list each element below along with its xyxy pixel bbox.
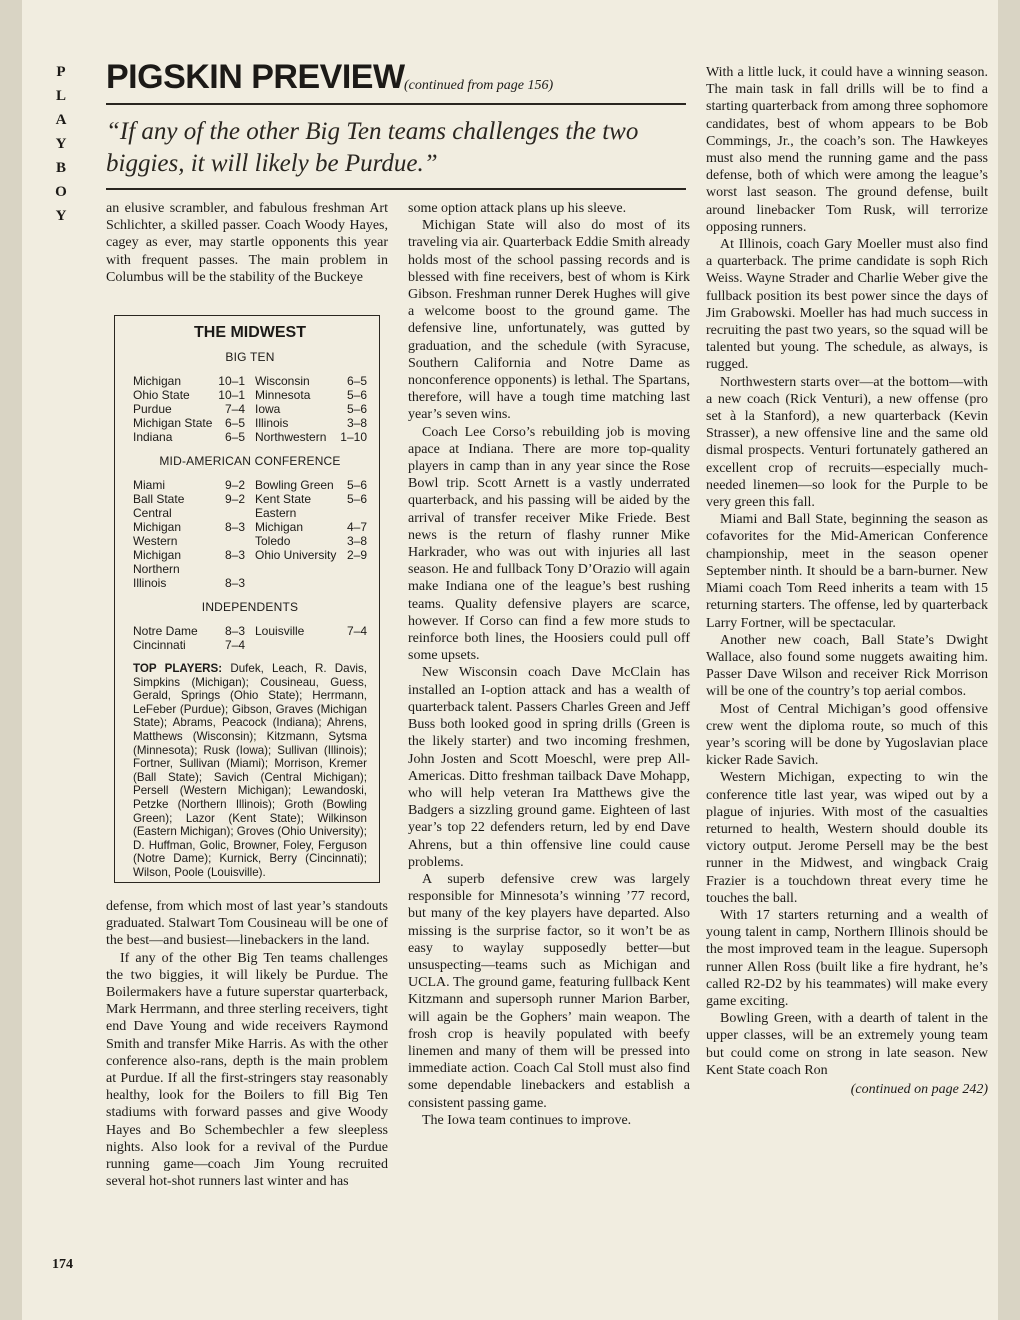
- team-name: Kent State: [255, 492, 312, 506]
- team-name: Wisconsin: [255, 374, 310, 388]
- standings-row: [255, 624, 367, 638]
- team-record: 7–4: [224, 402, 245, 416]
- team-name: Western Michigan: [133, 534, 182, 562]
- paragraph: Most of Central Michigan’s good offensive crew went the diploma route, so much of this year’s scoring will be done by Yugoslavian place kicker Rade Savich.: [706, 701, 988, 769]
- team-name: Notre Dame: [133, 624, 198, 638]
- column-2: [408, 200, 690, 1129]
- team-name: Northwestern: [255, 430, 327, 444]
- team-name: Northern Illinois: [133, 562, 180, 590]
- standings-row: [133, 534, 245, 562]
- team-name: Iowa: [255, 402, 281, 416]
- standings-left: [133, 624, 245, 652]
- team-name: Indiana: [133, 430, 173, 444]
- brand-letter: L: [55, 88, 66, 104]
- standings-row: [133, 492, 245, 506]
- midwest-sidebar: [114, 315, 380, 883]
- standings-right: [255, 624, 367, 652]
- paragraph: At Illinois, coach Gary Moeller must also find a quarterback. The prime candidate is soph Rich Weiss. Wayne Strader and Charlie Weber give the fullback position its best power since the days of Jim Grabowski. Moeller has had much success in recruiting the past two years, so the squad will be talented but young. The schedule, as always, is rugged.: [706, 237, 988, 373]
- team-name: Central Michigan: [133, 506, 182, 534]
- team-name: Minnesota: [255, 388, 311, 402]
- paragraph: Bowling Green, with a dearth of talent in the upper classes, will be an extremely young team but could come on strong in late season. New Kent State coach Ron: [706, 1011, 988, 1078]
- page-title: PIGSKIN PREVIEW: [106, 58, 405, 96]
- team-record: 5–6: [346, 478, 367, 492]
- paragraph: Coach Lee Corso’s rebuilding job is moving apace at Indiana. There are more top-quality players in camp than in any year since the Rose Bowl trip. Scott Arnett is a vastly underrated quarterback, and his passing will be aided by the arrival of transfer receiver Mike Friede. Best news is the return of flashy runner Mike Harkrader, who was out with injuries all last season. He and fullback Tony D’Orazio will again make Indiana one of the league’s best rushing teams. Quality defensive players are scarce, however. If Corso can find a few more studs to reinforce both lines, the Hoosiers could pull off some upsets.: [408, 424, 690, 664]
- top-players-text: Dufek, Leach, R. Davis, Simpkins (Michigan); Cousineau, Guess, Gerald, Springs (Ohio State); Herrmann, LeFeber (Purdue); Gibson, Graves (Michigan State); Abrams, Peacock (Indiana); Ahrens, Matthews (Wisconsin); Kitzmann, Sytsma (Minnesota); Rusk (Iowa); Sullivan (Illinois); Fortner, Sullivan (Miami); Morrison, Kremer (Ball State); Savich (Central Michigan); Persell (Western Michigan); Lewandoski, Petzke (Northern Illinois); Groth (Bowling Green); Lazor (Kent State); Wilkinson (Eastern Michigan); Groves (Ohio University); D. Huffman, Golic, Browner, Foley, Ferguson (Notre Dame); Kurnick, Berry (Cincinnati); Wilson, Poole (Louisville).: [133, 662, 367, 879]
- standings-row: [255, 430, 367, 444]
- paragraph: The Iowa team continues to improve.: [422, 1112, 632, 1128]
- team-record: 8–3: [224, 548, 245, 562]
- team-name: Michigan: [133, 374, 182, 388]
- column-1-top: [106, 200, 388, 286]
- team-name: Ball State: [133, 492, 185, 506]
- paragraph: Northwestern starts over—at the bottom—with a new coach (Rick Venturi), a new offense (pro set à la Stanford), a new quarterback (Kevin Strasser), a new offensive line and the same old dismal prospects. Venturi fortunately gathered an excellent crop of recruits—especially much-needed linemen—so look for the Purple to be very green this fall.: [706, 374, 988, 511]
- team-record: 7–4: [224, 638, 245, 652]
- team-name: Illinois: [255, 416, 289, 430]
- paragraph: New Wisconsin coach Dave McClain has installed an I-option attack and has a wealth of quarterback talent. Passers Charles Green and Jeff Buss both looked good in spring drills (Green is the likely starter) and two incoming freshmen, John Josten and Scott Moeschl, were prep All-Americas. Ditto freshman tailback Dave Mohapp, who will help veteran Ira Matthews give the Badgers a sizzling ground game. Eighteen of last year’s top 22 defenders return, led by end Dave Ahrens, but a thin offensive line could cause problems.: [408, 665, 690, 870]
- standings-left: [133, 374, 245, 444]
- standings-right: [255, 478, 367, 590]
- team-record: 6–5: [224, 416, 245, 430]
- team-name: Toledo: [255, 534, 291, 548]
- continued-on-note: (continued on page 242): [850, 1081, 988, 1097]
- team-record: 5–6: [346, 492, 367, 506]
- standings-row: [255, 416, 367, 430]
- standings-row: [133, 478, 245, 492]
- standings-row: [255, 506, 367, 534]
- standings-row: [133, 624, 245, 638]
- continued-from-note: (continued from page 156): [404, 78, 554, 93]
- paragraph: With 17 starters returning and a wealth of young talent in camp, Northern Illinois should be the most improved team in the league. Supersoph runner Allen Ross (built like a fire hydrant, he’s called R2-D2 by his teammates) will make every game exciting.: [706, 907, 988, 1009]
- standings-row: [255, 374, 367, 388]
- conference-heading-big-ten: BIG TEN: [225, 350, 275, 364]
- magazine-page: [22, 0, 998, 1320]
- standings-mac: [133, 478, 367, 590]
- pull-quote: “If any of the other Big Ten teams challenges the two biggies, it will likely be Purdue.”: [106, 118, 639, 177]
- paragraph: an elusive scrambler, and fabulous freshman Art Schlichter, a skilled passer. Coach Woody Hayes, cagey as ever, may startle opponents this year with frequent passes. The main problem in Columbus will be the stability of the Buckeye: [106, 201, 388, 285]
- brand-letter: A: [55, 112, 67, 128]
- team-record: 6–5: [224, 430, 245, 444]
- team-record: 8–3: [224, 624, 245, 638]
- standings-row: [255, 478, 367, 492]
- team-record: 9–2: [224, 492, 245, 506]
- standings-row: [133, 562, 245, 590]
- team-name: Ohio State: [133, 388, 190, 402]
- paragraph: Another new coach, Ball State’s Dwight Wallace, also found some nuggets awaiting him. Passer Dave Wilson and receiver Rick Morrison will be one of the country’s top aerial combos.: [706, 632, 988, 700]
- brand-letter: P: [56, 64, 66, 80]
- team-record: 5–6: [346, 402, 367, 416]
- standings-row: [255, 388, 367, 402]
- paragraph: some option attack plans up his sleeve.: [408, 201, 627, 216]
- paragraph: With a little luck, it could have a winning season. The main task in fall drills will be to find a starting quarterback from among three sophomore candidates, best of whom appears to be Bob Commings, Jr., the coach’s son. The Hawkeyes must also mend the running game and the pass defense, both of which were among the league’s worst last season. The ground defense, built around linebacker Tom Rusk, will terrorize opposing runners.: [706, 65, 988, 235]
- standings-row: [255, 492, 367, 506]
- team-record: 7–4: [346, 624, 367, 638]
- team-record: 10–1: [218, 374, 245, 388]
- standings-row: [133, 402, 245, 416]
- top-rule: [106, 103, 686, 105]
- team-name: Bowling Green: [255, 478, 334, 492]
- team-name: Ohio University: [255, 548, 337, 562]
- team-record: 10–1: [218, 388, 245, 402]
- team-record: 3–8: [346, 534, 367, 548]
- paragraph: Miami and Ball State, beginning the season as cofavorites for the Mid-American Conference championship, meet in the season opener September ninth. It should be a barn-burner. New Miami coach Tom Reed inherits a team with 15 returning starters. The offense, led by quarterback Larry Fortner, will be spectacular.: [706, 512, 988, 631]
- brand-letter: B: [55, 160, 66, 176]
- standings-row: [133, 430, 245, 444]
- standings-row: [133, 416, 245, 430]
- team-name: Michigan State: [133, 416, 213, 430]
- column-3: [706, 64, 988, 1098]
- standings-independents: [133, 624, 367, 652]
- team-record: 3–8: [346, 416, 367, 430]
- standings-right: [255, 374, 367, 444]
- standings-row: [133, 374, 245, 388]
- brand-letter: Y: [55, 208, 67, 224]
- team-record: 6–5: [346, 374, 367, 388]
- standings-left: [133, 478, 245, 590]
- team-record: 8–3: [224, 520, 245, 534]
- column-1-bottom: [106, 898, 388, 1190]
- standings-row: [255, 534, 367, 548]
- standings-big-ten: [133, 374, 367, 444]
- standings-row: [133, 388, 245, 402]
- team-name: Eastern Michigan: [255, 506, 304, 534]
- team-record: 4–7: [346, 520, 367, 534]
- standings-row: [255, 548, 367, 562]
- top-players-label: TOP PLAYERS:: [133, 662, 223, 675]
- paragraph: A superb defensive crew was largely responsible for Minnesota’s winning ’77 record, but many of the key players have departed. Also missing is the surprise factor, so it won’t be as easy to waylay supposedly better—but unsuspecting—teams such as Michigan and UCLA. The ground game, featuring fullback Kent Kitzmann and supersoph runner Marion Barber, will again be the Gophers’ main weapon. The frosh crop is heavily populated with beefy linemen and many of them will be pressed into immediate action. Coach Cal Stoll must also find some dependable linebackers and establish a consistent passing game.: [408, 871, 690, 1111]
- team-record: 1–10: [340, 430, 367, 444]
- conference-heading-mac: MID-AMERICAN CONFERENCE: [159, 454, 341, 468]
- bottom-rule: [106, 188, 686, 190]
- brand-vertical: [50, 60, 72, 228]
- page-number: 174: [52, 1257, 73, 1272]
- standings-row: [133, 638, 245, 652]
- team-record: 2–9: [346, 548, 367, 562]
- team-name: Miami: [133, 478, 165, 492]
- top-players: [133, 662, 367, 880]
- team-record: 9–2: [224, 478, 245, 492]
- paragraph: Michigan State will also do most of its traveling via air. Quarterback Eddie Smith already holds most of the school passing records and is blessed with fine receivers, best of whom is Kirk Gibson. Freshman runner Derek Hughes will give a welcome boost to the ground game. The defensive line, unfortunately, was gutted by graduation, and the schedule (with Syracuse, Southern California and Notre Dame as nonconference opponents) is lethal. The Spartans, therefore, will have a tough time matching last year’s seven wins.: [408, 218, 690, 423]
- brand-letter: Y: [55, 136, 67, 152]
- paragraph: If any of the other Big Ten teams challenges the two biggies, it will likely be Purdue. The Boilermakers have a future superstar quarterback, Mark Herrmann, and three sterling receivers, tight end Dave Young and wide receivers Raymond Smith and transfer Mike Harris. As with the other conference also-rans, depth is the main problem at Purdue. If all the first-stringers stay reasonably healthy, look for the Boilers to fill Big Ten stadiums with forward passes and give Woody Hayes and Bo Schembechler a few sleepless nights. Also look for a revival of the Purdue running game—coach Jim Young recruited several hot-shot runners last winter and has: [106, 950, 388, 1190]
- paragraph: defense, from which most of last year’s standouts graduated. Stalwart Tom Cousineau will be one of the best—and busiest—linebackers in the land.: [106, 899, 388, 949]
- brand-letter: O: [55, 184, 67, 200]
- team-name: Purdue: [133, 402, 172, 416]
- team-name: Louisville: [255, 624, 305, 638]
- conference-heading-independents: INDEPENDENTS: [201, 600, 299, 614]
- team-name: Cincinnati: [133, 638, 186, 652]
- sidebar-title: THE MIDWEST: [194, 324, 306, 341]
- team-record: 8–3: [224, 576, 245, 590]
- team-record: 5–6: [346, 388, 367, 402]
- paragraph: Western Michigan, expecting to win the conference title last year, was wiped out by a plague of injuries. With most of the casualties returned to health, Western should double its victory output. Jerome Persell may be the best runner in the Midwest, and wingback Craig Frazier is a touchdown threat every time he touches the ball.: [706, 770, 988, 906]
- standings-row: [255, 402, 367, 416]
- standings-row: [133, 506, 245, 534]
